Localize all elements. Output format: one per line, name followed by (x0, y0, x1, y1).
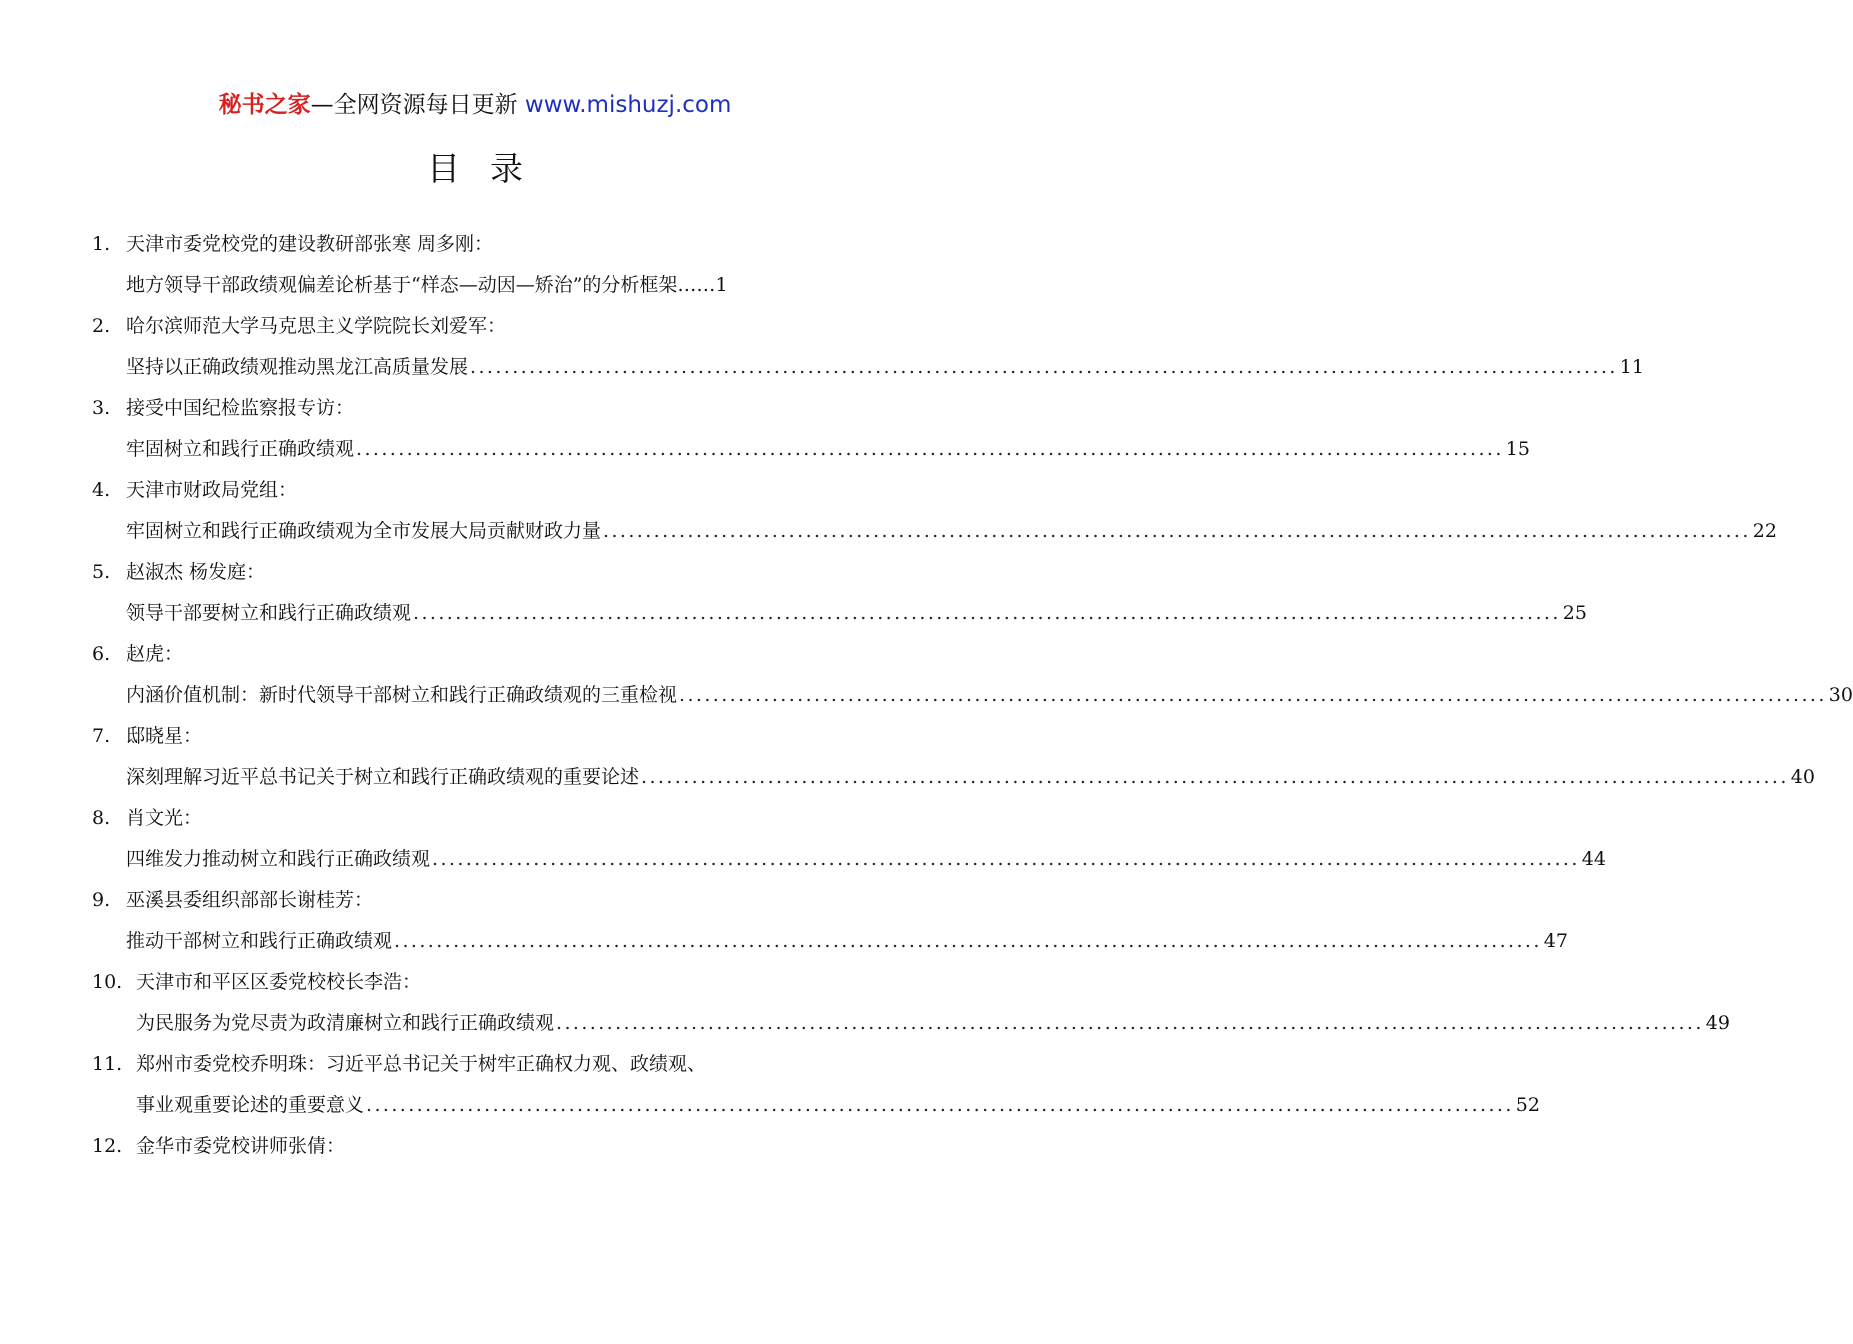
entry-author: 肖文光： (126, 807, 203, 829)
entry-title: 四维发力推动树立和践行正确政绩观 (126, 848, 431, 870)
toc-entry[interactable] (0, 1044, 1540, 1126)
entry-author: 哈尔滨师范大学马克思主义学院院长刘爱军： (126, 315, 507, 337)
dot-leader (413, 593, 1561, 634)
toc-entry[interactable] (0, 552, 1587, 634)
toc-entry[interactable] (0, 962, 1730, 1044)
brand-slogan: —全网资源每日更新 (310, 92, 525, 118)
entry-page-number: 40 (1790, 766, 1815, 788)
entry-number: 2. (92, 315, 111, 337)
entry-title: 推动干部树立和践行正确政绩观 (126, 930, 393, 952)
entry-author: 金华市委党校讲师张倩： (136, 1135, 346, 1157)
entry-title: 为民服务为党尽责为政清廉树立和践行正确政绩观 (136, 1012, 555, 1034)
toc-entry[interactable] (0, 1126, 950, 1167)
toc-entry[interactable] (0, 388, 1530, 470)
entry-author: 邸晓星： (126, 725, 203, 747)
entry-page-number: 11 (1619, 356, 1644, 378)
entry-page-number: 44 (1581, 848, 1606, 870)
entry-title: 内涵价值机制：新时代领导干部树立和践行正确政绩观的三重检视 (126, 684, 678, 706)
entry-author: 郑州市委党校乔明珠：习近平总书记关于树牢正确权力观、政绩观、 (136, 1053, 707, 1075)
toc-title: 目录 (427, 149, 553, 188)
entry-page-number: 30 (1828, 684, 1853, 706)
dot-leader (470, 347, 1618, 388)
entry-author: 天津市委党校党的建设教研部张寒 周多刚： (126, 233, 494, 255)
entry-number: 1. (92, 233, 111, 255)
entry-author: 赵淑杰 杨发庭： (126, 561, 266, 583)
dot-leader (432, 839, 1580, 880)
entry-number: 9. (92, 889, 111, 911)
entry-title: 事业观重要论述的重要意义 (136, 1094, 365, 1116)
entry-title: 坚持以正确政绩观推动黑龙江高质量发展 (126, 356, 469, 378)
brand-name: 秘书之家 (218, 92, 311, 118)
dot-leader (366, 1085, 1514, 1126)
toc-entry[interactable] (0, 224, 950, 306)
dot-leader (679, 675, 1827, 716)
site-url-link[interactable]: www.mishuzj.com (524, 92, 732, 118)
entry-author: 赵虎： (126, 643, 184, 665)
entry-number: 6. (92, 643, 111, 665)
dot-leader (603, 511, 1751, 552)
entry-page-number: 15 (1505, 438, 1530, 460)
entry-number: 10. (92, 971, 123, 993)
entry-title: 牢固树立和践行正确政绩观为全市发展大局贡献财政力量 (126, 520, 602, 542)
toc-entry[interactable] (0, 716, 1815, 798)
entry-page-number: 47 (1543, 930, 1568, 952)
entry-number: 11. (92, 1053, 123, 1075)
entry-title: 深刻理解习近平总书记关于树立和践行正确政绩观的重要论述 (126, 766, 640, 788)
entry-number: 5. (92, 561, 111, 583)
entry-number: 7. (92, 725, 111, 747)
dot-leader (641, 757, 1789, 798)
entry-page-number: 22 (1752, 520, 1777, 542)
entry-number: 3. (92, 397, 111, 419)
entry-author: 天津市财政局党组： (126, 479, 298, 501)
entry-author: 接受中国纪检监察报专访： (126, 397, 355, 419)
dot-leader (556, 1003, 1704, 1044)
entry-author: 天津市和平区区委党校校长李浩： (136, 971, 422, 993)
toc-entry[interactable] (0, 306, 1644, 388)
entry-page-number: 25 (1562, 602, 1587, 624)
toc-entry[interactable] (0, 470, 1777, 552)
entry-page-number: 49 (1705, 1012, 1730, 1034)
dot-leader (394, 921, 1542, 962)
entry-title: 地方领导干部政绩观偏差论析基于“样态—动因—矫治”的分析框架…… (126, 274, 716, 296)
entry-number: 4. (92, 479, 111, 501)
entry-number: 12. (92, 1135, 123, 1157)
entry-page-number: 1 (715, 274, 728, 296)
toc-entry[interactable] (0, 634, 1853, 716)
entry-author: 巫溪县委组织部部长谢桂芳： (126, 889, 374, 911)
entry-number: 8. (92, 807, 111, 829)
toc-entry[interactable] (0, 798, 1606, 880)
entry-title: 领导干部要树立和践行正确政绩观 (126, 602, 412, 624)
toc-entry[interactable] (0, 880, 1568, 962)
table-of-contents (0, 224, 1853, 1167)
dot-leader (356, 429, 1504, 470)
entry-title: 牢固树立和践行正确政绩观 (126, 438, 355, 460)
site-banner (0, 88, 950, 122)
entry-page-number: 52 (1515, 1094, 1540, 1116)
